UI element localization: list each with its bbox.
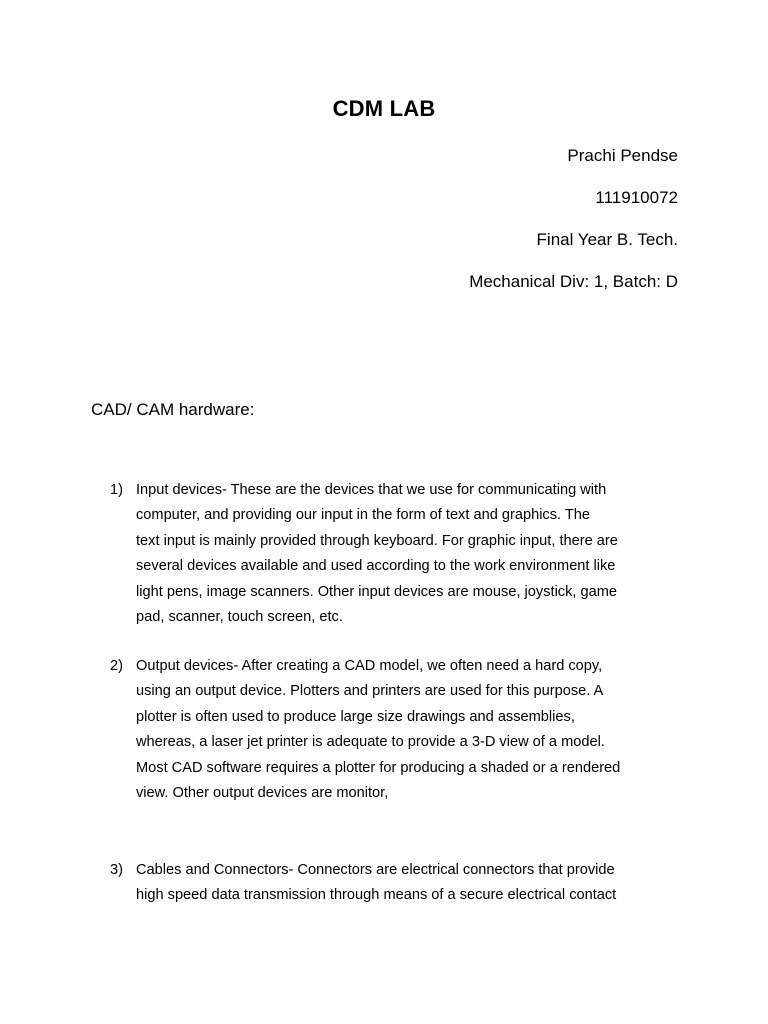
list-item-line: text input is mainly provided through keyboard. For graphic input, there are <box>136 532 618 549</box>
list-item-line: plotter is often used to produce large size drawings and assemblies, <box>136 708 575 725</box>
section-heading: CAD/ CAM hardware: <box>91 400 255 419</box>
academic-year: Final Year B. Tech. <box>536 230 678 249</box>
list-item-line: using an output device. Plotters and printers are used for this purpose. A <box>136 683 604 700</box>
list-item-number: 3) <box>110 862 123 878</box>
list-item-number: 2) <box>110 658 123 674</box>
list-item-line: pad, scanner, touch screen, etc. <box>136 609 343 626</box>
list-item-line: Most CAD software requires a plotter for producing a shaded or a rendered <box>136 759 621 776</box>
list-item-line: Output devices- After creating a CAD model, we often need a hard copy, <box>136 658 603 674</box>
list-item-output-devices <box>110 654 695 806</box>
list-item-line: whereas, a laser jet printer is adequate to provide a 3-D view of a model. <box>136 734 605 751</box>
list-item-line: Cables and Connectors- Connectors are electrical connectors that provide <box>136 862 615 878</box>
list-item-cables-connectors <box>110 858 695 909</box>
list-item-number: 1) <box>110 482 123 498</box>
division-batch: Mechanical Div: 1, Batch: D <box>469 272 678 291</box>
list-item-line: several devices available and used according to the work environment like <box>136 558 616 575</box>
list-item-line: Input devices- These are the devices that we use for communicating with <box>136 482 607 498</box>
roll-number: 111910072 <box>595 188 678 207</box>
author-name: Prachi Pendse <box>567 146 678 165</box>
list-item-line: view. Other output devices are monitor, <box>136 785 389 802</box>
list-item-line: high speed data transmission through means of a secure electrical contact <box>136 887 617 904</box>
list-item-line: computer, and providing our input in the form of text and graphics. The <box>136 507 591 524</box>
list-item-line: light pens, image scanners. Other input devices are mouse, joystick, game <box>136 583 618 600</box>
page-title: CDM LAB <box>332 96 436 121</box>
list-item-input-devices <box>110 478 695 630</box>
author-block <box>469 144 678 312</box>
